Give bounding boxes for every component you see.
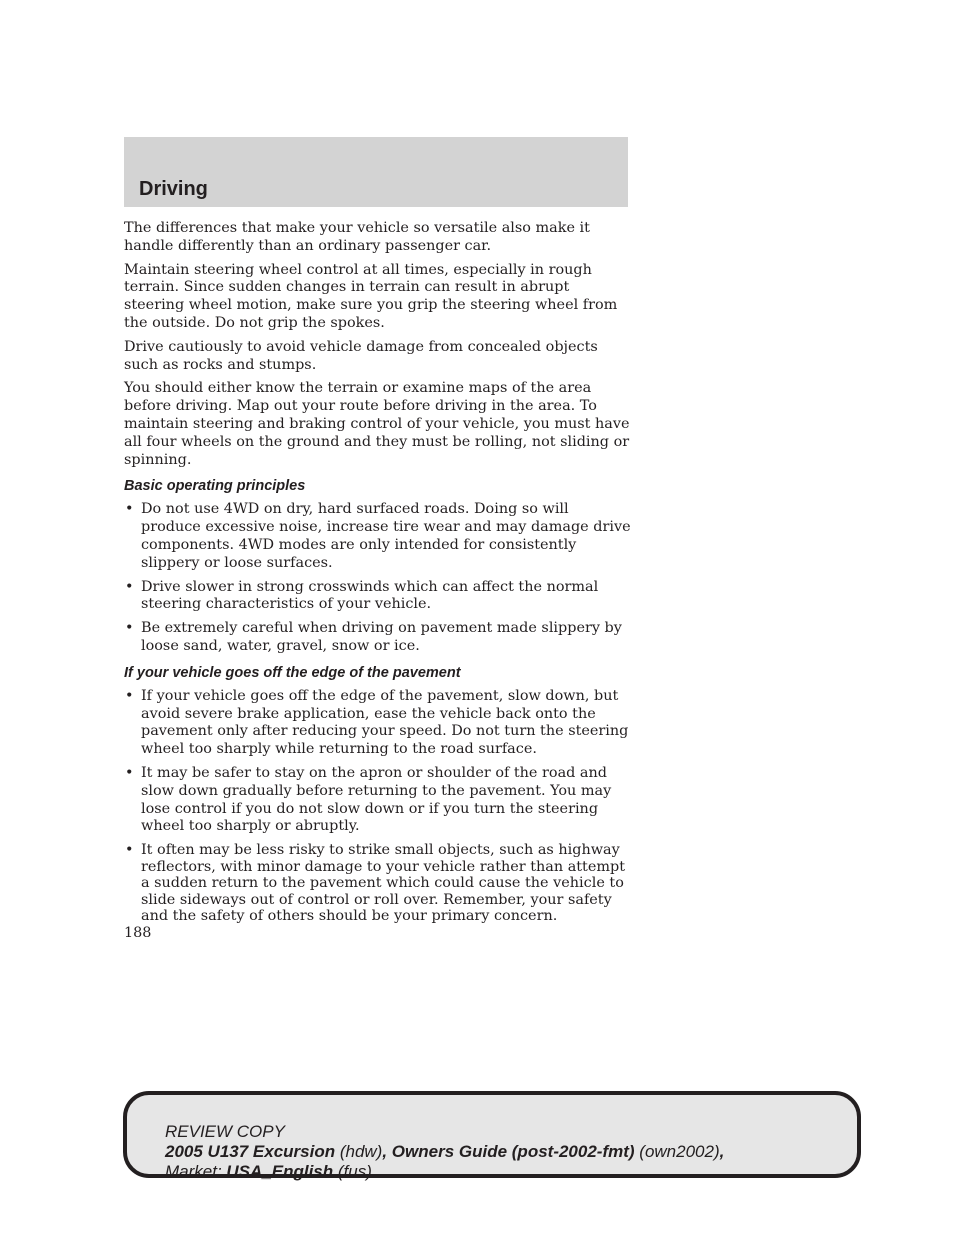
bullet-icon: • (125, 687, 134, 704)
review-guide: Owners Guide (post-2002-fmt) (391, 1142, 635, 1161)
intro-paragraph: Drive cautiously to avoid vehicle damage from concealed objects such as rocks and stumps. (124, 338, 598, 373)
bullet-item (124, 501, 632, 572)
subheading-off-pavement: If your vehicle goes off the edge of the pavement (124, 664, 461, 681)
bullet-item (124, 620, 632, 656)
review-market-line (165, 1162, 724, 1182)
page-number: 188 (124, 925, 152, 941)
intro-paragraph: You should either know the terrain or examine maps of the area before driving. Map out your route before driving in the area. To maintain steering and braking control of your vehicle, you must have all four wheels on the ground and they must be rolling, not sliding or spinning. (124, 380, 630, 468)
section-header-band (124, 137, 628, 207)
bullet-icon: • (125, 578, 134, 595)
bullet-text: It may be safer to stay on the apron or shoulder of the road and slow down gradually before returning to the pavement. You may lose control if you do not slow down or if you turn the steering wheel too sharply or abruptly. (141, 764, 612, 835)
review-market-code: (fus) (333, 1162, 372, 1181)
review-guide-code: (own2002) (634, 1142, 720, 1161)
bullet-text: If your vehicle goes off the edge of the pavement, slow down, but avoid severe brake application, ease the vehicle back onto the pavement only after reducing your speed. Do not turn the steering wheel too sharply while returning to the road surface. (141, 687, 629, 758)
review-separator: , (719, 1142, 725, 1161)
bullet-icon: • (125, 620, 134, 637)
bullet-item (124, 688, 632, 759)
review-copy-label: REVIEW COPY (165, 1122, 285, 1141)
intro-paragraph: Maintain steering wheel control at all times, especially in rough terrain. Since sudden changes in terrain can result in abrupt steering wheel motion, make sure you grip the steering wheel from the outside. Do not grip the spokes. (124, 261, 618, 331)
bullet-text: Drive slower in strong crosswinds which can affect the normal steering characteristics of your vehicle. (141, 578, 599, 613)
bullet-icon: • (125, 764, 134, 781)
review-separator: , (382, 1142, 392, 1161)
intro-paragraph: The differences that make your vehicle so versatile also make it handle differently than an ordinary passenger car. (124, 220, 590, 254)
review-model-code: (hdw) (335, 1142, 383, 1161)
review-market: USA_English (226, 1162, 334, 1181)
review-market-label: Market: (165, 1162, 227, 1181)
bullet-list-off-pavement-continued (124, 842, 632, 925)
bullet-text: It often may be less risky to strike small objects, such as highway reflectors, with minor damage to your vehicle rather than attempt a sudden return to the pavement which could cause the vehicle to slide sideways out of control or roll over. Remember, your safety and the safety of others should be your primary concern. (141, 842, 625, 925)
bullet-item (124, 579, 632, 615)
bullet-item (124, 842, 632, 925)
bullet-list-off-pavement (124, 688, 632, 836)
review-model: 2005 U137 Excursion (165, 1142, 336, 1161)
review-doc-line (165, 1142, 724, 1162)
subheading-basic-operating-principles: Basic operating principles (124, 478, 306, 495)
bullet-item (124, 765, 632, 836)
bullet-text: Do not use 4WD on dry, hard surfaced roads. Doing so will produce excessive noise, increase tire wear and may damage drive components. 4WD modes are only intended for consistently slippery or loose surfaces. (141, 501, 631, 571)
bullet-icon: • (125, 842, 134, 859)
bullet-icon: • (125, 501, 134, 518)
review-copy-text (165, 1122, 724, 1182)
bullet-list-basic-principles (124, 501, 632, 655)
bullet-text: Be extremely careful when driving on pavement made slippery by loose sand, water, gravel, snow or ice. (141, 620, 622, 654)
section-title: Driving (139, 178, 208, 200)
review-copy-box (123, 1091, 861, 1181)
main-content (124, 220, 632, 931)
